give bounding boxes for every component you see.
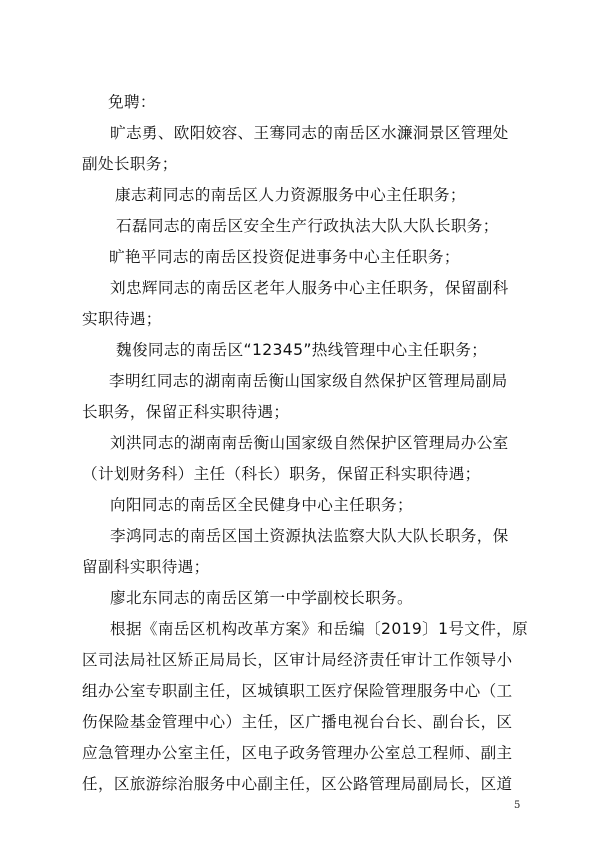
text-line: 应急管理办公室主任，区电子政务管理办公室总工程师、副主: [82, 744, 513, 762]
text-line: 免聘：: [108, 93, 156, 111]
text-line: 旷志勇、欧阳姣容、王骞同志的南岳区水濂洞景区管理处: [110, 124, 509, 142]
text-line: 石磊同志的南岳区安全生产行政执法大队大队长职务；: [116, 217, 499, 235]
text-line: 旷艳平同志的南岳区投资促进事务中心主任职务；: [109, 248, 460, 266]
text-line: （计划财务科）主任（科长）职务，保留正科实职待遇；: [82, 465, 481, 483]
text-line: 伤保险基金管理中心）主任，区广播电视台台长、副台长，区: [82, 713, 513, 731]
text-line: 李鸿同志的南岳区国土资源执法监察大队大队长职务，保: [110, 527, 509, 545]
text-line: 实职待遇；: [82, 310, 162, 328]
text-line: 长职务，保留正科实职待遇；: [82, 403, 290, 421]
text-line: 组办公室专职副主任，区城镇职工医疗保险管理服务中心（工: [82, 682, 513, 700]
text-line: 廖北东同志的南岳区第一中学副校长职务。: [110, 589, 413, 607]
page-number: 5: [514, 800, 521, 811]
text-line: 任，区旅游综治服务中心副主任，区公路管理局副局长，区道: [82, 775, 513, 793]
text-line: 向阳同志的南岳区全民健身中心主任职务；: [110, 496, 413, 514]
text-line: 魏俊同志的南岳区“12345”热线管理中心主任职务；: [116, 341, 488, 359]
text-line: 根据《南岳区机构改革方案》和岳编〔2019〕1号文件，原: [110, 620, 529, 638]
text-line: 留副科实职待遇；: [82, 558, 210, 576]
text-line: 康志莉同志的南岳区人力资源服务中心主任职务；: [115, 186, 466, 204]
text-line: 刘洪同志的湖南南岳衡山国家级自然保护区管理局办公室: [110, 434, 509, 452]
text-line: 副处长职务；: [82, 155, 178, 173]
text-line: 刘忠辉同志的南岳区老年人服务中心主任职务，保留副科: [110, 279, 509, 297]
text-line: 区司法局社区矫正局局长，区审计局经济责任审计工作领导小: [82, 651, 513, 669]
text-line: 李明红同志的湖南南岳衡山国家级自然保护区管理局副局: [109, 372, 508, 390]
